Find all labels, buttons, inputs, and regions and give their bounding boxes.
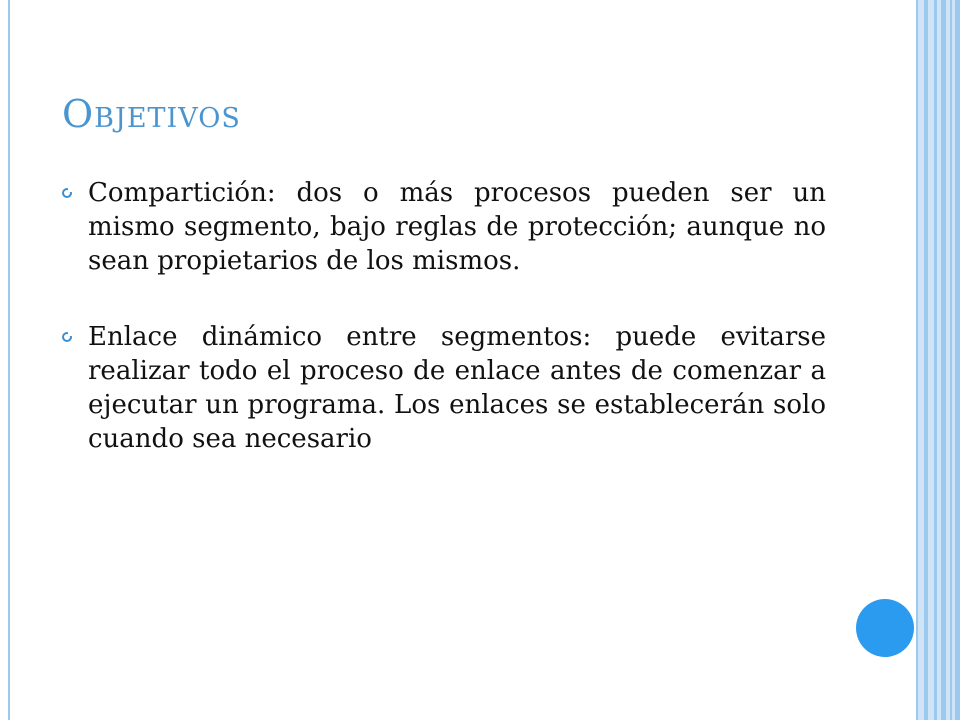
- stripe: [924, 0, 928, 720]
- bullet-list: [62, 176, 826, 498]
- bullet-text: Compartición: dos o más procesos pueden ser un mismo segmento, bajo reglas de protección; aunque no sean propietarios de los mismos.: [88, 178, 826, 276]
- stripe: [941, 0, 946, 720]
- decorative-circle: [856, 599, 914, 657]
- open-circle-icon: [62, 188, 72, 198]
- stripe: [934, 0, 937, 720]
- bullet-item: [62, 320, 826, 456]
- stripe: [950, 0, 952, 720]
- bullet-text: Enlace dinámico entre segmentos: puede evitarse realizar todo el proceso de enlace antes de comenzar a ejecutar un programa. Los enlaces se establecerán solo cuando sea necesario: [88, 322, 826, 454]
- bullet-item: [62, 176, 826, 278]
- slide-title: Objetivos: [62, 92, 241, 136]
- frame-left-line: [8, 0, 10, 720]
- stripe: [955, 0, 960, 720]
- open-circle-icon: [62, 332, 72, 342]
